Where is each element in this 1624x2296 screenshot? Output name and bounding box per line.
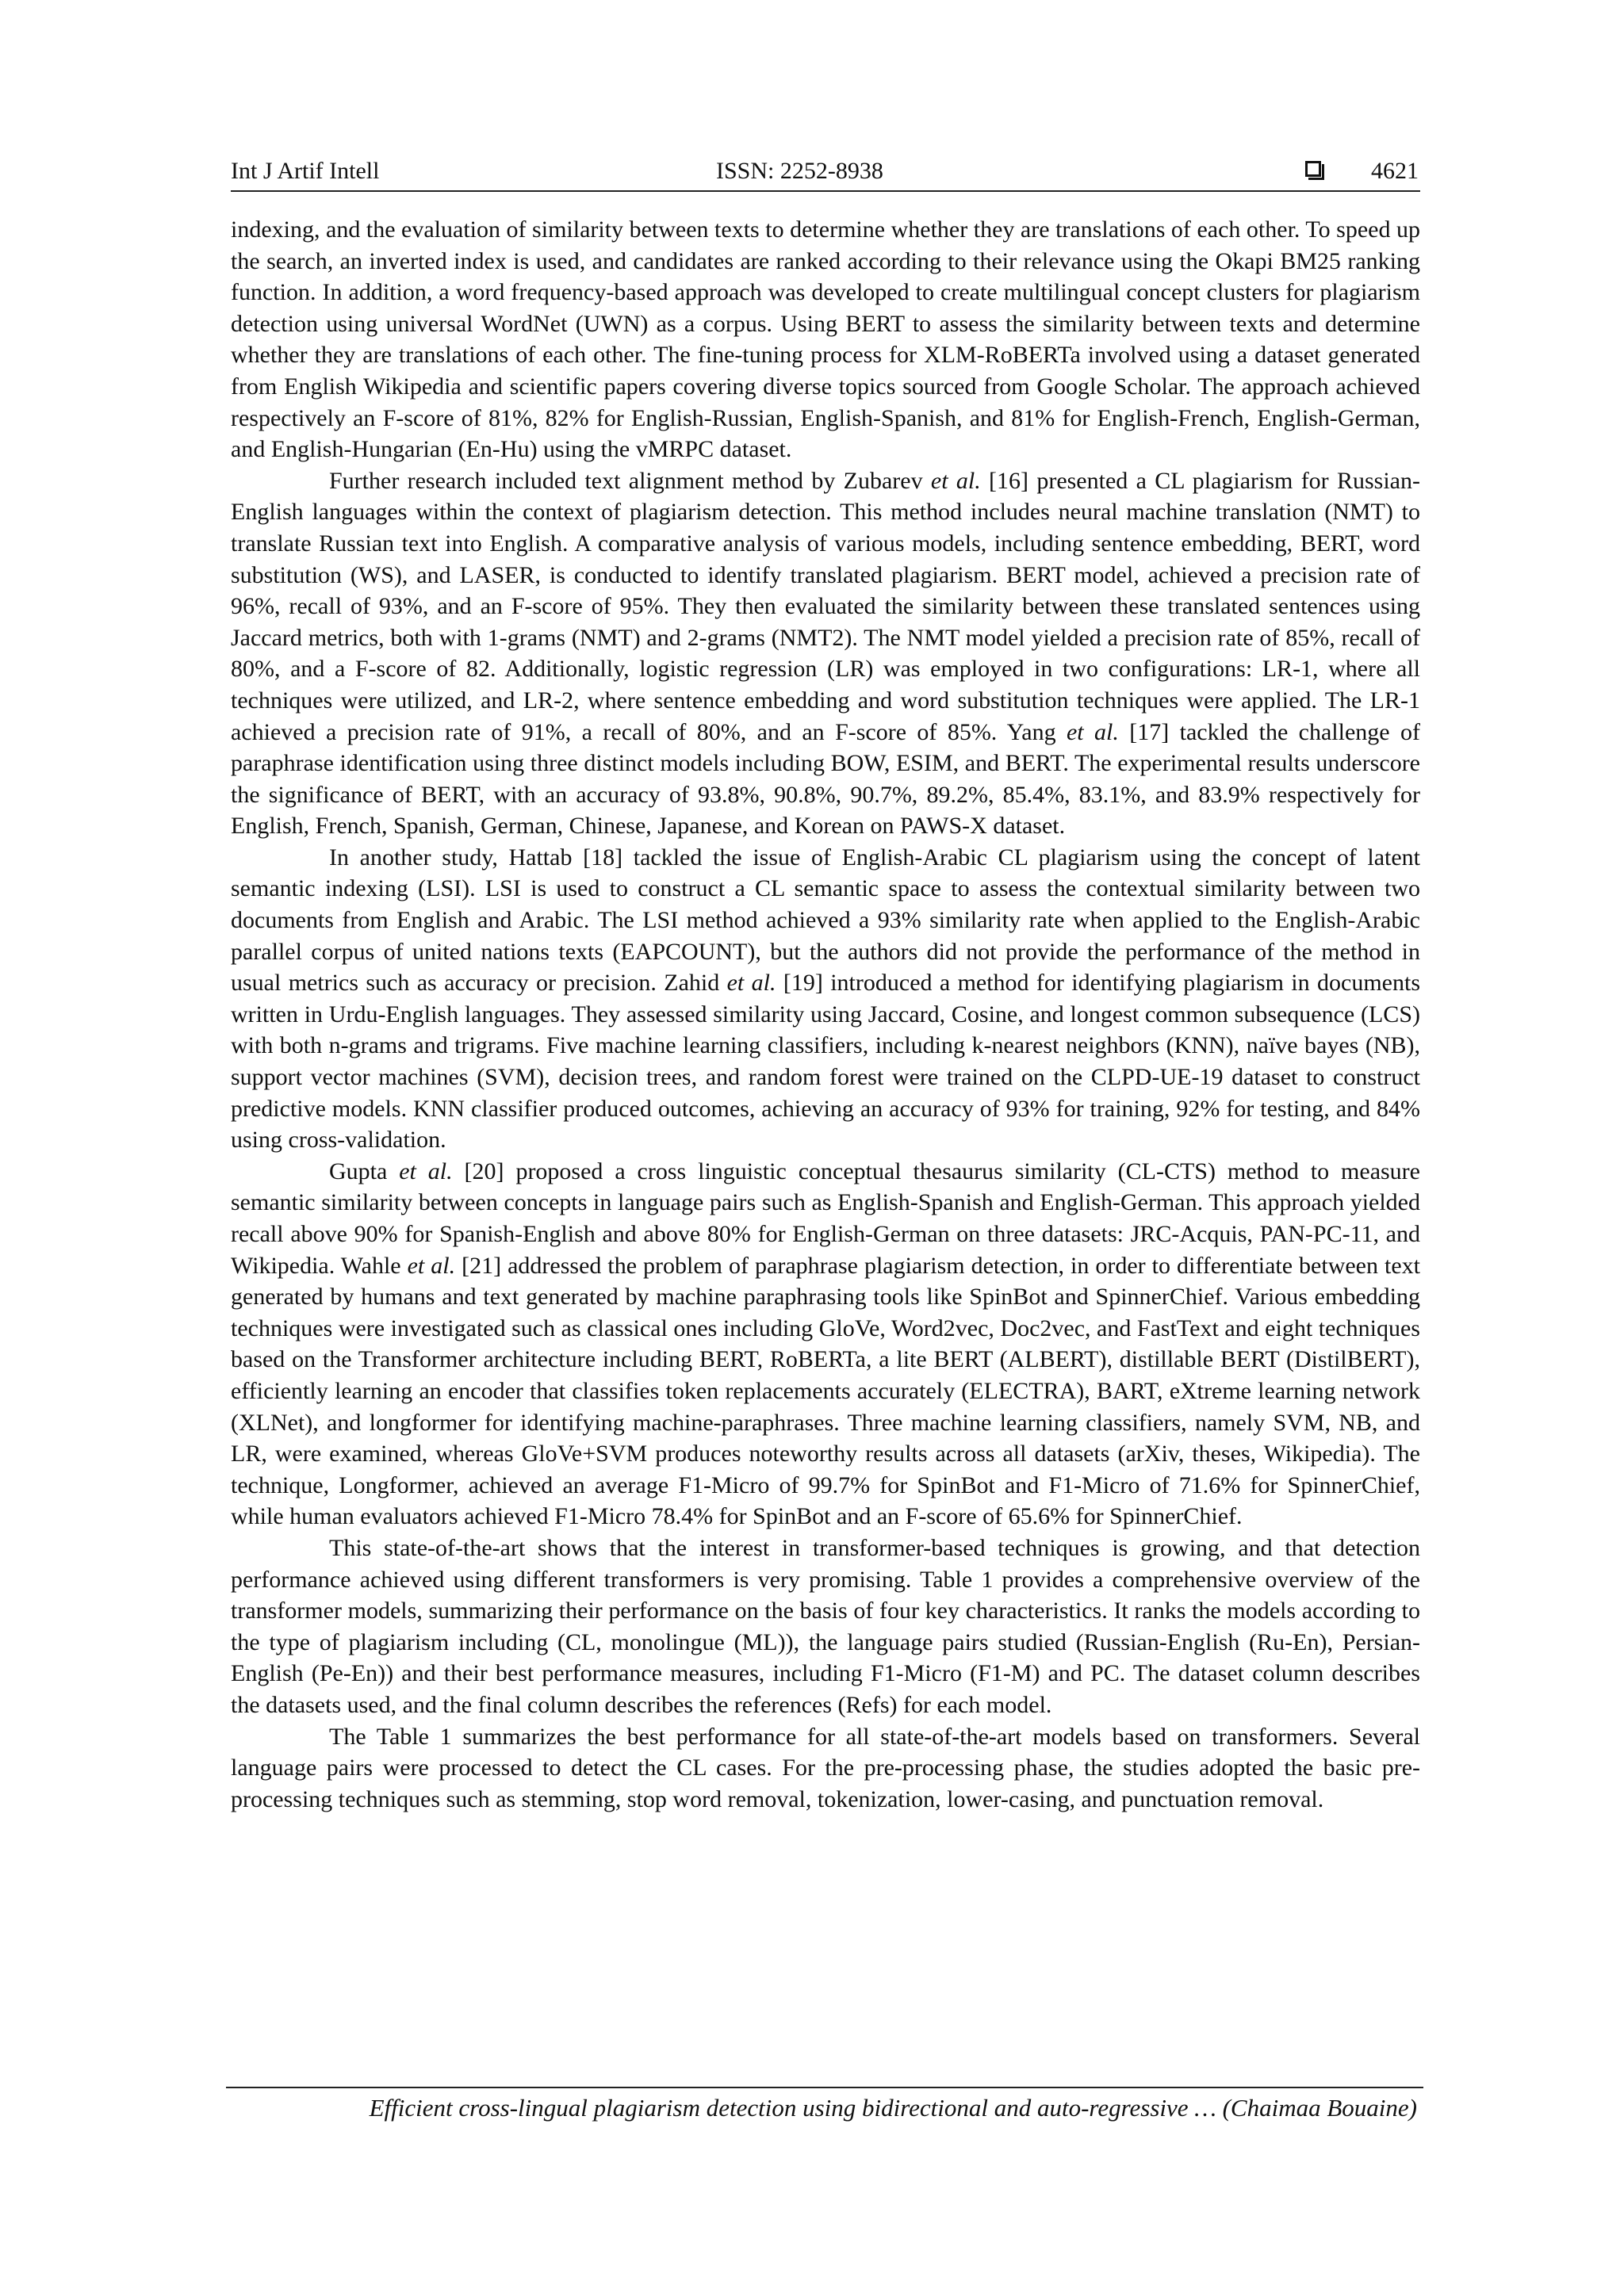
paragraph-text: [19] introduced a method for identifying plagiarism in documents written in Urdu-English languages. They assessed similarity using Jaccard, Cosine, and longest common subsequence (LCS) with both n-grams and trigrams. Five machine learning classifiers, including k-nearest neighbors (KNN), naïve bayes (NB), support vector machines (SVM), decision trees, and random forest were trained on the CLPD-UE-19 dataset to construct predictive models. KNN classifier produced outcomes, achieving an accuracy of 93% for training, 92% for testing, and 84% using cross-validation. [231, 970, 1420, 1154]
paragraph-text: indexing, and the evaluation of similarity between texts to determine whether they are translations of each other. To speed up the search, an inverted index is used, and candidates are ranked according to their relevance using the Okapi BM25 ranking function. In addition, a word frequency-based approach was developed to create multilingual concept clusters for plagiarism detection using universal WordNet (UWN) as a corpus. Using BERT to assess the similarity between texts and determine whether they are translations of each other. The fine-tuning process for XLM-RoBERTa involved using a dataset generated from English Wikipedia and scientific papers covering diverse topics sourced from Google Scholar. The approach achieved respectively an F-score of 81%, 82% for English-Russian, English-Spanish, and 81% for English-French, English-German, and English-Hungarian (En-Hu) using the vMRPC dataset. [231, 216, 1420, 463]
journal-name: Int J Artif Intell [231, 158, 380, 184]
paragraph [231, 1721, 1420, 1816]
paragraph [231, 1533, 1420, 1721]
paragraph-text: [16] presented a CL plagiarism for Russian-English languages within the context of plagiarism detection. This method includes neural machine translation (NMT) to translate Russian text into English. A comparative analysis of various models, including sentence embedding, BERT, word substitution (WS), and LASER, is conducted to identify translated plagiarism. BERT model, achieved a precision rate of 96%, recall of 93%, and an F-score of 95%. They then evaluated the similarity between these translated sentences using Jaccard metrics, both with 1-grams (NMT) and 2-grams (NMT2). The NMT model yielded a precision rate of 85%, recall of 80%, and a F-score of 82. Additionally, logistic regression (LR) was employed in two configurations: LR-1, where all techniques were utilized, and LR-2, where sentence embedding and word substitution techniques were applied. The LR-1 achieved a precision rate of 91%, a recall of 80%, and an F-score of 85%. Yang [231, 467, 1420, 745]
body-text [231, 214, 1420, 1815]
paragraph [231, 1156, 1420, 1533]
paragraph-text: [17] tackled the challenge of paraphrase identification using three distinct models including BOW, ESIM, and BERT. The experimental results underscore the significance of BERT, with an accuracy of 93.8%, 90.8%, 90.7%, 89.2%, 85.4%, 83.1%, and 83.9% respectively for English, French, Spanish, German, Chinese, Japanese, and Korean on PAWS-X dataset. [231, 718, 1420, 840]
issn: ISSN: 2252-8938 [716, 158, 883, 184]
page-number: 4621 [1371, 158, 1419, 184]
paragraph-text: In another study, Hattab [18] tackled the issue of English-Arabic CL plagiarism using the concept of latent semantic indexing (LSI). LSI is used to construct a CL semantic space to assess the contextual similarity between two documents from English and Arabic. The LSI method achieved a 93% similarity rate when applied to the English-Arabic parallel corpus of united nations texts (EAPCOUNT), but the authors did not provide the performance of the method in usual metrics such as accuracy or precision. Zahid [231, 844, 1420, 997]
italic-text: et al. [407, 1252, 456, 1279]
running-header [231, 155, 1420, 192]
italic-text: et al. [930, 467, 981, 494]
paragraph [231, 465, 1420, 842]
paragraph-text: [20] proposed a cross linguistic conceptual thesaurus similarity (CL-CTS) method to measure semantic similarity between concepts in language pairs such as English-Spanish and English-German. This approach yielded recall above 90% for Spanish-English and above 80% for English-German on three datasets: JRC-Acquis, PAN-PC-11, and Wikipedia. Wahle [231, 1158, 1420, 1279]
italic-text: et al. [399, 1158, 453, 1184]
paragraph-text: Gupta [329, 1158, 400, 1184]
paragraph [231, 214, 1420, 465]
paragraph [231, 842, 1420, 1156]
paragraph-text: [21] addressed the problem of paraphrase plagiarism detection, in order to differentiate between text generated by humans and text generated by machine paraphrasing tools like SpinBot and SpinnerChief. Various embedding techniques were investigated such as classical ones including GloVe, Word2vec, Doc2vec, and FastText and eight techniques based on the Transformer architecture including BERT, RoBERTa, a lite BERT (ALBERT), distillable BERT (DistilBERT), efficiently learning an encoder that classifies token replacements accurately (ELECTRA), BART, eXtreme learning network (XLNet), and longformer for identifying machine-paraphrases. Three machine learning classifiers, namely SVM, NB, and LR, were examined, whereas GloVe+SVM produces noteworthy results across all datasets (arXiv, theses, Wikipedia). The technique, Longformer, achieved an average F1-Micro of 99.7% for SpinBot and F1-Micro of 71.6% for SpinnerChief, while human evaluators achieved F1-Micro 78.4% for SpinBot and an F-score of 65.6% for SpinnerChief. [231, 1252, 1420, 1530]
footer-divider [226, 2087, 1423, 2088]
paragraph-text: Further research included text alignment method by Zubarev [329, 467, 931, 494]
italic-text: et al. [726, 970, 776, 997]
checkbox-square-icon [1305, 161, 1321, 177]
running-footer: Efficient cross-lingual plagiarism detection using bidirectional and auto-regressive … (Chaimaa Bouaine) [369, 2094, 1417, 2122]
paragraph-text: This state-of-the-art shows that the interest in transformer-based techniques is growing, and that detection performance achieved using different transformers is very promising. Table 1 provides a comprehensive overview of the transformer models, summarizing their performance on the basis of four key characteristics. It ranks the models according to the type of plagiarism including (CL, monolingue (ML)), the language pairs studied (Russian-English (Ru-En), Persian-English (Pe-En)) and their best performance measures, including F1-Micro (F1-M) and PC. The dataset column describes the datasets used, and the final column describes the references (Refs) for each model. [231, 1534, 1420, 1718]
paragraph-text: The Table 1 summarizes the best performance for all state-of-the-art models based on transformers. Several language pairs were processed to detect the CL cases. For the pre-processing phase, the studies adopted the basic pre-processing techniques such as stemming, stop word removal, tokenization, lower-casing, and punctuation removal. [231, 1723, 1420, 1812]
italic-text: et al. [1066, 718, 1119, 745]
